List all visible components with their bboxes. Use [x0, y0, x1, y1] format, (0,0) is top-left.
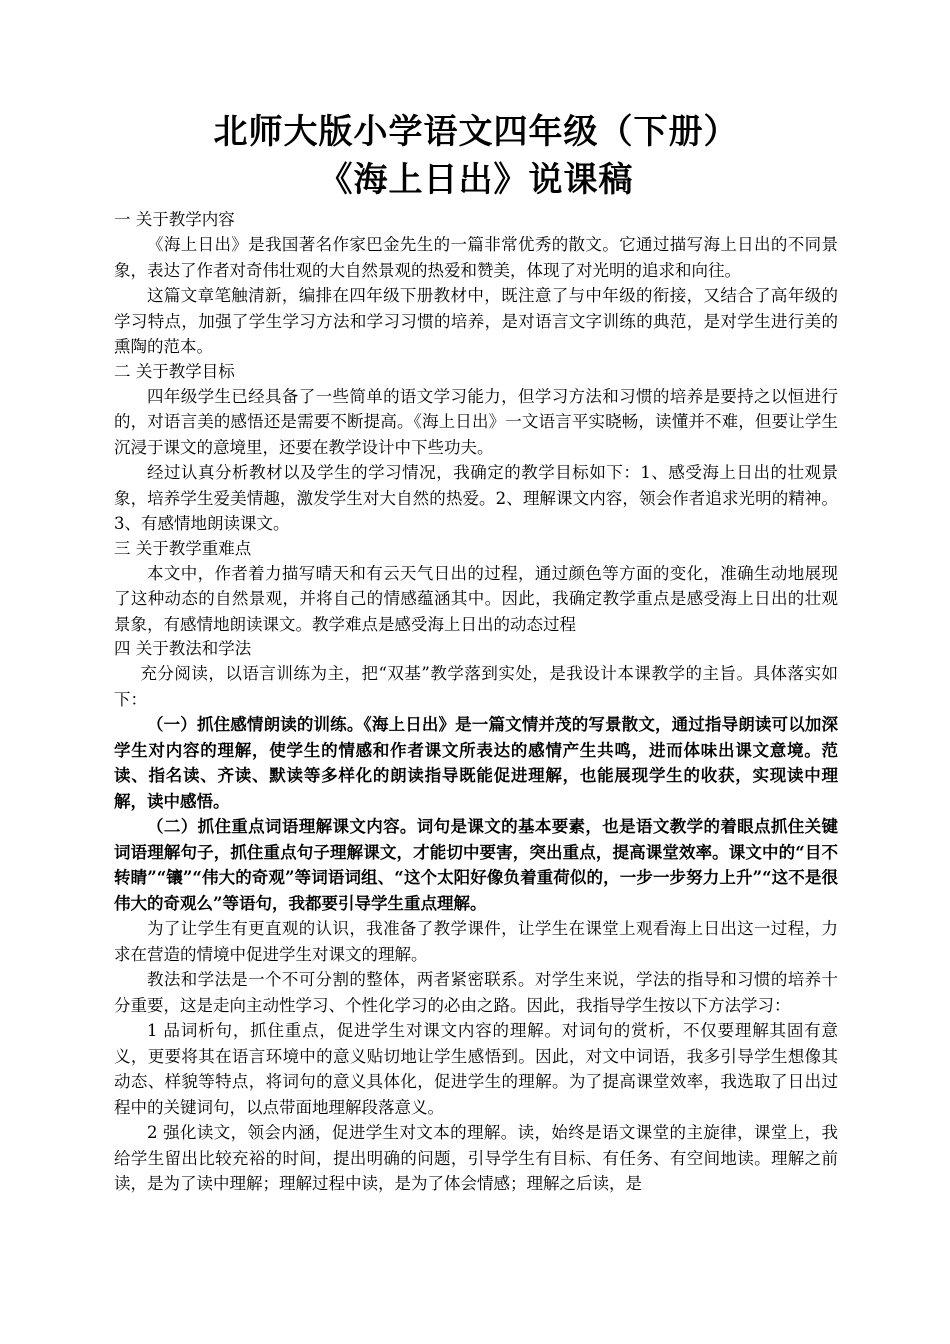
- paragraph: 为了让学生有更直观的认识，我准备了教学课件，让学生在课堂上观看海上日出这一过程，力求在营造的情境中促进学生对课文的理解。: [114, 919, 838, 964]
- paragraph: 这篇文章笔触清新，编排在四年级下册教材中，既注意了与中年级的衔接，又结合了高年级的学习特点，加强了学生学习方法和学习习惯的培养，是对语言文字训练的典范，是对学生进行美的熏陶的范本。: [114, 286, 838, 356]
- paragraph: 充分阅读，以语言训练为主，把“双基”教学落到实处，是我设计本课教学的主旨。具体落实如下：: [114, 664, 838, 709]
- section-2: [114, 360, 838, 537]
- paragraph: 本文中，作者着力描写晴天和有云天气日出的过程，通过颜色等方面的变化，准确生动地展现了这种动态的自然景观，并将自己的情感蕴涵其中。因此，我确定教学重点是感受海上日出的壮观景象，有感情地朗读课文。教学难点是感受海上日出的动态过程: [114, 563, 838, 634]
- section-heading: 四 关于教法和学法: [114, 639, 252, 658]
- paragraph: 四年级学生已经具备了一些简单的语文学习能力，但学习方法和习惯的培养是要持之以恒进行的，对语言美的感悟还是需要不断提高。《海上日出》一文语言平实晓畅，读懂并不难，但要让学生沉浸于课文的意境里，还要在教学设计中下些功夫。: [114, 386, 838, 457]
- paragraph: 2 强化读文，领会内涵，促进学生对文本的理解。读，始终是语文课堂的主旋律，课堂上，我给学生留出比较充裕的时间，提出明确的问题，引导学生有目标、有任务、有空间地读。理解之前读，是为了读中理解；理解过程中读，是为了体会情感；理解之后读，是: [114, 1123, 838, 1193]
- section-heading: 一 关于教学内容: [114, 210, 235, 229]
- document-title-line2: 《海上日出》说课稿: [318, 160, 634, 200]
- paragraph: 1 品词析句，抓住重点，促进学生对课文内容的理解。对词句的赏析，不仅要理解其固有意义，更要将其在语言环境中的意义贴切地让学生感悟到。因此，对文中词语，我多引导学生想像其动态、样貌等特点，将词句的意义具体化，促进学生的理解。为了提高课堂效率，我选取了日出过程中的关键词句，以点带面地理解段落意义。: [114, 1021, 838, 1117]
- paragraph: 教法和学法是一个不可分割的整体，两者紧密联系。对学生来说，学法的指导和习惯的培养十分重要，这是走向主动性学习、个性化学习的必由之路。因此，我指导学生按以下方法学习：: [114, 970, 838, 1015]
- section-1: [114, 208, 838, 360]
- section-3: [114, 537, 838, 638]
- paragraph: 经过认真分析教材以及学生的学习情况，我确定的教学目标如下：1、感受海上日出的壮观景象，培养学生爱美情趣，激发学生对大自然的热爱。2、理解课文内容，领会作者追求光明的精神。3、有感情地朗读课文。: [114, 463, 838, 533]
- section-heading: 三 关于教学重难点: [114, 538, 252, 558]
- document-title-line1: 北师大版小学语文四年级（下册）: [213, 112, 739, 152]
- section-heading: 二 关于教学目标: [114, 361, 235, 381]
- paragraph: （一）抓住感情朗读的训练。《海上日出》是一篇文情并茂的写景散文，通过指导朗读可以加深学生对内容的理解，使学生的情感和作者课文所表达的感情产生共鸣，进而体味出课文意境。范读、指名读、齐读、默读等多样化的朗读指导既能促进理解，也能展现学生的收获，实现读中理解，读中感悟。: [114, 715, 838, 811]
- section-4: [114, 637, 838, 1197]
- paragraph: （二）抓住重点词语理解课文内容。词句是课文的基本要素，也是语文教学的着眼点抓住关键词语理解句子，抓住重点句子理解课文，才能切中要害，突出重点，提高课堂效率。课文中的“目不转睛”“镶”“伟大的奇观”等词语词组、“这个太阳好像负着重荷似的，一步一步努力上升”“这不是很伟大的奇观么”等语句，我都要引导学生重点理解。: [114, 817, 838, 913]
- paragraph: 《海上日出》是我国著名作家巴金先生的一篇非常优秀的散文。它通过描写海上日出的不同景象，表达了作者对奇伟壮观的大自然景观的热爱和赞美，体现了对光明的追求和向往。: [114, 235, 838, 280]
